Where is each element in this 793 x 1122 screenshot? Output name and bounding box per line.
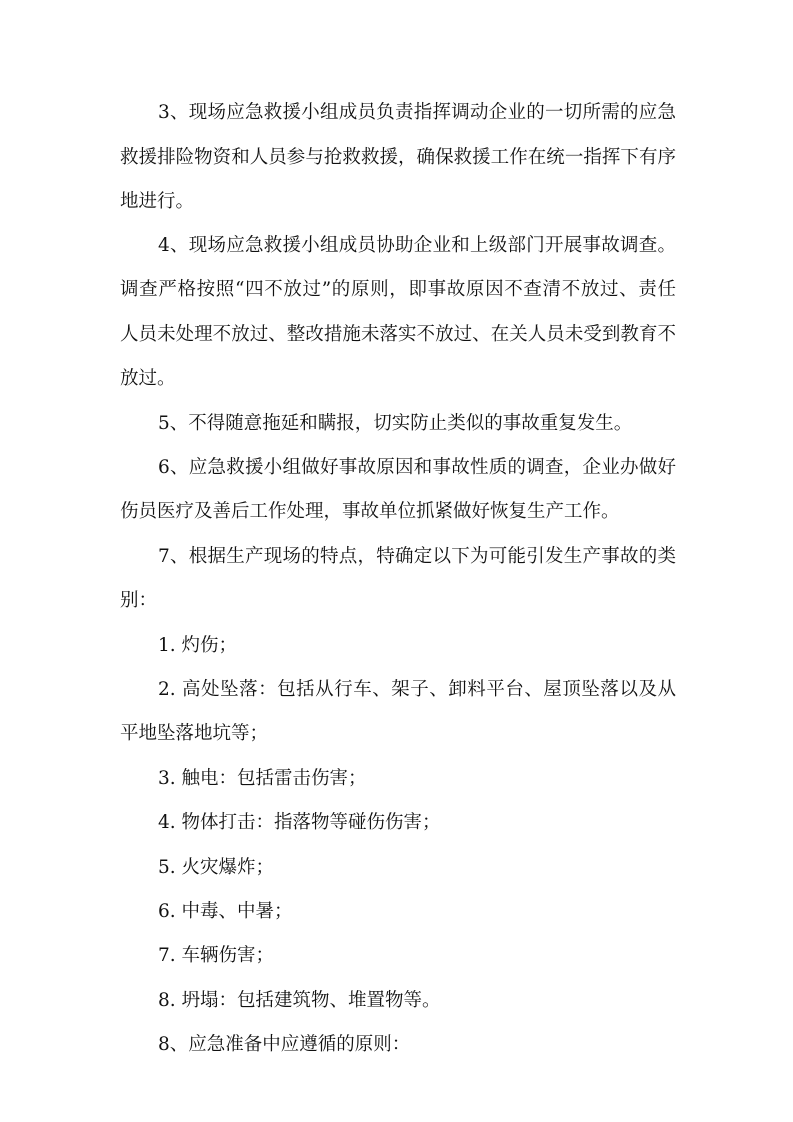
paragraph-8: 8、应急准备中应遵循的原则： [158,1034,411,1055]
list-item-7: 7. 车辆伤害； [158,945,275,966]
paragraph-4-line-1: 4、现场应急救援小组成员协助企业和上级部门开展事故调查。 [158,235,676,256]
paragraph-4-line-3: 人员未处理不放过、整改措施未落实不放过、在关人员未受到教育不 [120,324,676,345]
list-item-6: 6. 中毒、中暑； [158,901,293,922]
list-item-8: 8. 坍塌：包括建筑物、堆置物等。 [158,990,441,1011]
list-item-2-line-1: 2. 高处坠落：包括从行车、架子、卸料平台、屋顶坠落以及从 [158,679,676,700]
paragraph-5: 5、不得随意拖延和瞒报，切实防止类似的事故重复发生。 [158,413,633,434]
list-item-4: 4. 物体打击：指落物等碰伤伤害； [158,812,441,833]
paragraph-3-line-3: 地进行。 [120,191,195,212]
list-item-5: 5. 火灾爆炸； [158,857,275,878]
paragraph-4-line-2: 调查严格按照“四不放过”的原则，即事故原因不查清不放过、责任 [120,279,676,300]
list-item-3: 3. 触电：包括雷击伤害； [158,768,367,789]
paragraph-6-line-1: 6、应急救援小组做好事故原因和事故性质的调查，企业办做好 [158,457,676,478]
paragraph-3-line-2: 救援排险物资和人员参与抢救救援，确保救援工作在统一指挥下有序 [120,147,676,168]
paragraph-4-line-4: 放过。 [120,368,176,389]
paragraph-7-line-2: 别： [120,590,158,611]
list-item-1: 1. 灼伤； [158,635,238,656]
paragraph-3-line-1: 3、现场应急救援小组成员负责指挥调动企业的一切所需的应急 [158,102,676,123]
paragraph-7-line-1: 7、根据生产现场的特点，特确定以下为可能引发生产事故的类 [158,546,676,567]
paragraph-6-line-2: 伤员医疗及善后工作处理，事故单位抓紧做好恢复生产工作。 [120,501,620,522]
list-item-2-line-2: 平地坠落地坑等； [120,723,269,744]
